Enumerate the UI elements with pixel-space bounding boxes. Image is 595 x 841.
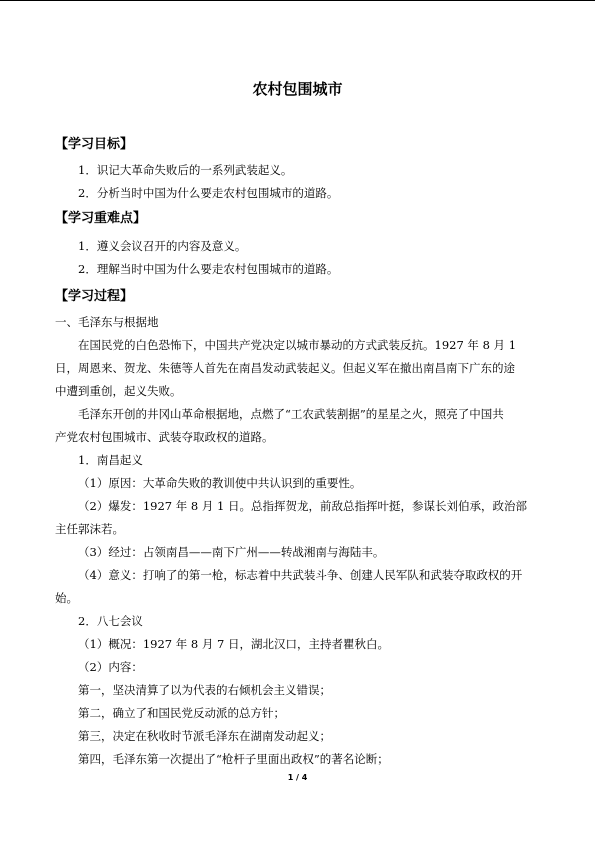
paragraph-line: 在国民党的白色恐怖下，中国共产党决定以城市暴动的方式武装反抗。1927 年 8 月 1 (78, 338, 517, 352)
paragraph-line: 第三，决定在秋收时节派毛泽东在湖南发动起义； (78, 729, 331, 743)
section-heading-key-points: 【学习重难点】 (55, 211, 147, 226)
paragraph-line: （3）经过：占领南昌——南下广州——转战湘南与海陆丰。 (78, 545, 385, 559)
section-heading-process: 【学习过程】 (55, 289, 134, 304)
paragraph-line: （1）原因：大革命失败的教训使中共认识到的重要性。 (78, 476, 362, 490)
paragraph-line: 始。 (55, 591, 78, 605)
paragraph-line: 第一，坚决清算了以为代表的右倾机会主义错误； (78, 683, 331, 697)
paragraph-line: （2）爆发：1927 年 8 月 1 日。总指挥贺龙，前敌总指挥叶挺，参谋长刘伯承，政治部 (78, 499, 527, 513)
paragraph-line: （4）意义：打响了的第一枪，标志着中共武装斗争、创建人民军队和武装夺取政权的开 (78, 568, 523, 582)
paragraph-line: 日，周恩来、贺龙、朱德等人首先在南昌发动武装起义。但起义军在撤出南昌南下广东的途 (55, 361, 515, 375)
goal-item: 1．识记大革命失败后的一系列武装起义。 (78, 163, 293, 177)
paragraph-line: （2）内容： (78, 660, 143, 674)
paragraph-line: 第四，毛泽东第一次提出了“枪杆子里面出政权”的著名论断； (78, 752, 389, 766)
goal-item: 2．分析当时中国为什么要走农村包围城市的道路。 (78, 186, 339, 200)
section-heading-goals: 【学习目标】 (55, 137, 134, 152)
key-point-item: 2．理解当时中国为什么要走农村包围城市的道路。 (78, 262, 339, 276)
paragraph-line: 第二，确立了和国民党反动派的总方针； (78, 706, 285, 720)
subheading: 2．八七会议 (78, 614, 143, 628)
paragraph-line: 中遭到重创，起义失败。 (55, 384, 182, 398)
paragraph-line: （1）概况：1927 年 8 月 7 日，湖北汉口，主持者瞿秋白。 (78, 637, 389, 651)
subheading: 一、毛泽东与根据地 (55, 315, 159, 329)
paragraph-line: 毛泽东开创的井冈山革命根据地，点燃了“工农武装割据”的星星之火，照亮了中国共 (78, 407, 504, 421)
page-number: 1 / 4 (287, 773, 308, 782)
key-point-item: 1．遵义会议召开的内容及意义。 (78, 239, 247, 253)
page-title: 农村包围城市 (252, 80, 343, 98)
paragraph-line: 主任郭沫若。 (55, 522, 124, 536)
subheading: 1．南昌起义 (78, 453, 143, 467)
paragraph-line: 产党农村包围城市、武装夺取政权的道路。 (55, 430, 274, 444)
